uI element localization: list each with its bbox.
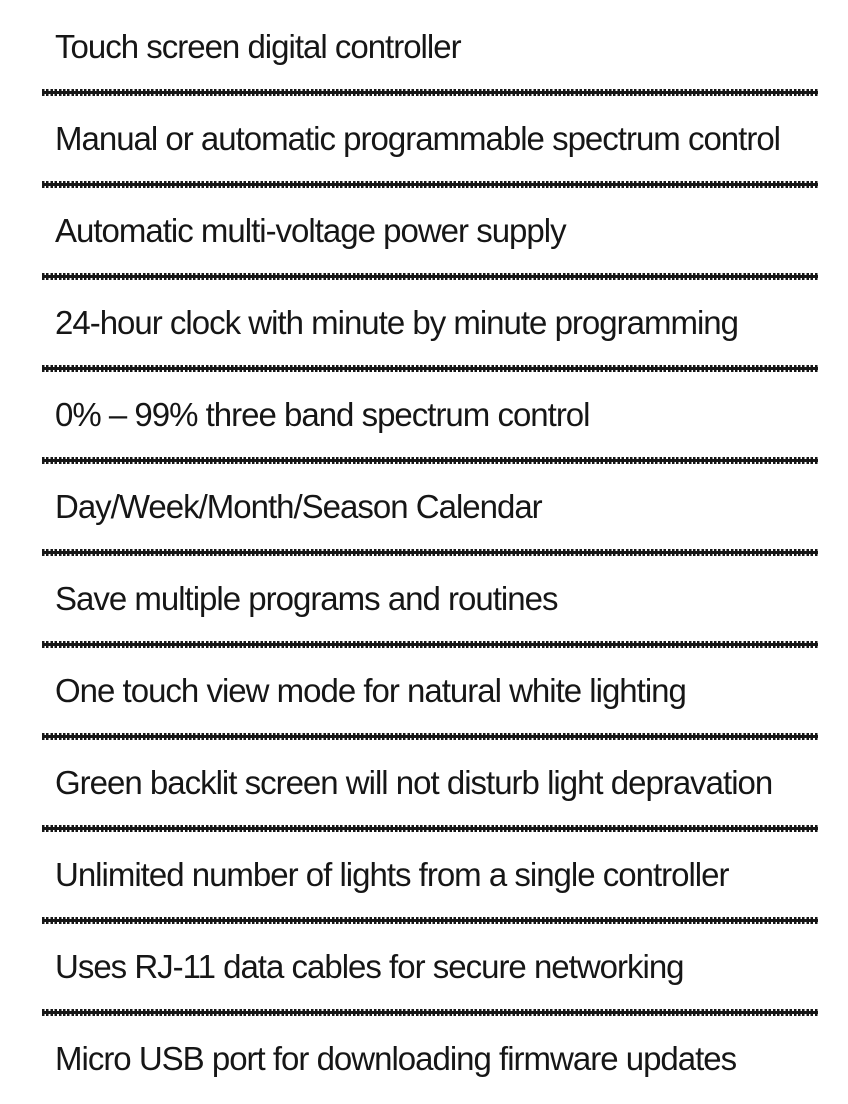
- feature-item: [0, 1012, 848, 1104]
- feature-item: [0, 920, 848, 1012]
- feature-item: [0, 644, 848, 736]
- feature-text: Automatic multi-voltage power supply: [55, 211, 566, 249]
- feature-text: Micro USB port for downloading firmware updates: [55, 1039, 737, 1077]
- feature-text: Uses RJ-11 data cables for secure networking: [55, 947, 684, 985]
- feature-item: [0, 0, 848, 92]
- feature-item: [0, 184, 848, 276]
- feature-item: [0, 736, 848, 828]
- feature-item: [0, 828, 848, 920]
- feature-text: Day/Week/Month/Season Calendar: [55, 487, 542, 525]
- feature-text: Save multiple programs and routines: [55, 579, 558, 617]
- feature-text: Manual or automatic programmable spectrum control: [55, 119, 781, 157]
- feature-item: [0, 276, 848, 368]
- feature-item: [0, 92, 848, 184]
- feature-text: 0% – 99% three band spectrum control: [55, 395, 590, 433]
- feature-item: [0, 460, 848, 552]
- feature-item: [0, 368, 848, 460]
- feature-text: Unlimited number of lights from a single controller: [55, 855, 729, 893]
- feature-text: Green backlit screen will not disturb light depravation: [55, 763, 773, 801]
- feature-text: Touch screen digital controller: [55, 27, 461, 65]
- feature-item: [0, 552, 848, 644]
- feature-text: 24-hour clock with minute by minute programming: [55, 303, 738, 341]
- feature-text: One touch view mode for natural white lighting: [55, 671, 686, 709]
